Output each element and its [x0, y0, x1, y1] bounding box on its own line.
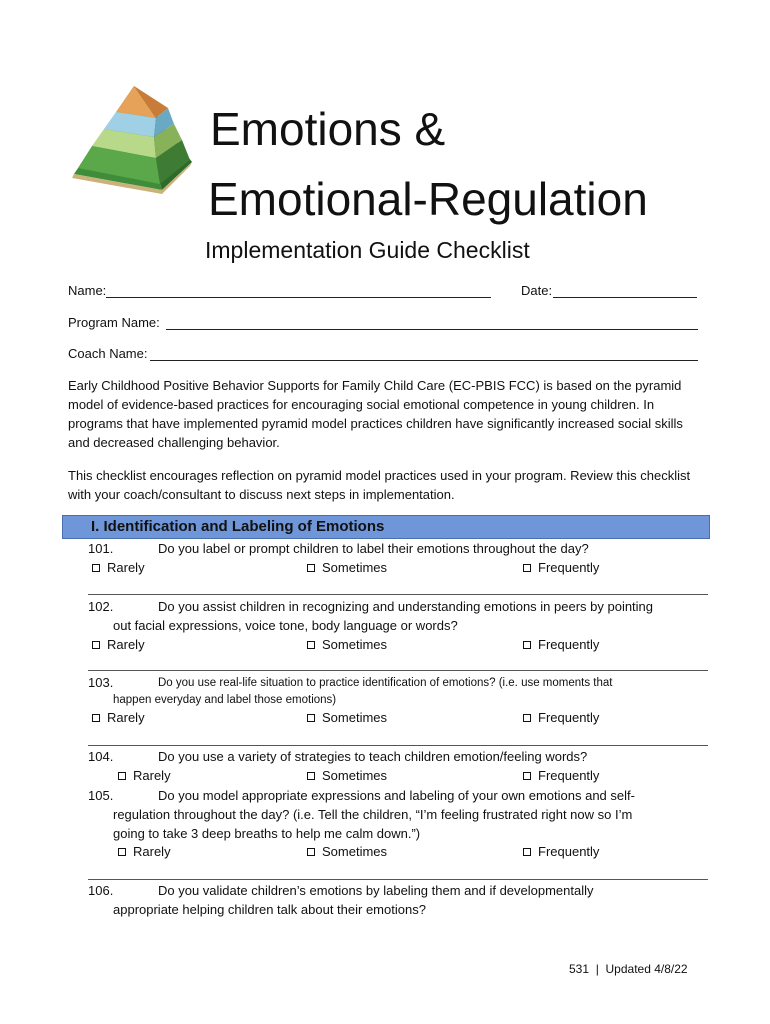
title-line-1: Emotions & — [210, 103, 446, 155]
checkbox-icon[interactable] — [307, 714, 315, 722]
option-rarely[interactable]: Rarely — [118, 843, 171, 861]
divider — [88, 745, 708, 746]
question-text-cont: appropriate helping children talk about their emotions? — [113, 902, 426, 917]
updated-date: Updated 4/8/22 — [605, 962, 688, 976]
question-text: Do you use a variety of strategies to teach children emotion/feeling words? — [158, 749, 588, 764]
question-text-cont: out facial expressions, voice tone, body language or words? — [113, 618, 458, 633]
intro-paragraph-2: This checklist encourages reflection on pyramid model practices used in your program. Review this checklist with your coach/consultant to discuss next steps in implementation. — [68, 468, 691, 502]
option-frequently[interactable]: Frequently — [523, 767, 599, 785]
question-text-cont: regulation throughout the day? (i.e. Tell the children, “I’m feeling frustrated right now so I’m — [113, 807, 633, 822]
checkbox-icon[interactable] — [118, 772, 126, 780]
program-name-label: Program Name: — [68, 315, 160, 330]
option-sometimes[interactable]: Sometimes — [307, 709, 387, 727]
option-sometimes[interactable]: Sometimes — [307, 559, 387, 577]
question-number: 101. — [88, 541, 114, 556]
checkbox-icon[interactable] — [307, 848, 315, 856]
divider — [88, 594, 708, 595]
question-number: 105. — [88, 788, 114, 803]
option-frequently[interactable]: Frequently — [523, 709, 599, 727]
checkbox-icon[interactable] — [92, 714, 100, 722]
name-label: Name: — [68, 283, 107, 298]
option-sometimes[interactable]: Sometimes — [307, 843, 387, 861]
question-text: Do you use real-life situation to practice identification of emotions? (i.e. use moments that — [158, 677, 613, 689]
checkbox-icon[interactable] — [118, 848, 126, 856]
option-rarely[interactable]: Rarely — [92, 559, 145, 577]
question-text: Do you validate children’s emotions by labeling them and if developmentally — [158, 883, 594, 898]
question-number: 106. — [88, 883, 114, 898]
option-sometimes[interactable]: Sometimes — [307, 767, 387, 785]
question-number: 104. — [88, 749, 114, 764]
question-text: Do you assist children in recognizing and understanding emotions in peers by pointing — [158, 599, 654, 614]
name-field[interactable] — [106, 297, 491, 298]
checkbox-icon[interactable] — [307, 641, 315, 649]
coach-name-label: Coach Name: — [68, 346, 148, 361]
question-text: Do you label or prompt children to label their emotions throughout the day? — [158, 541, 589, 556]
subtitle: Implementation Guide Checklist — [205, 237, 530, 263]
section-title: I. Identification and Labeling of Emotions — [91, 518, 385, 535]
intro-paragraph-1: Early Childhood Positive Behavior Supports for Family Child Care (EC-PBIS FCC) is based on the pyramid model of evidence-based practices for encouraging social emotional competence in young children. In programs that have implemented pyramid model practices children have significantly increased social skills and decreased challenging behavior. — [68, 378, 683, 450]
checkbox-icon[interactable] — [523, 641, 531, 649]
checkbox-icon[interactable] — [523, 848, 531, 856]
checkbox-icon[interactable] — [523, 564, 531, 572]
pyramid-model-logo — [64, 82, 200, 194]
question-text: Do you model appropriate expressions and labeling of your own emotions and self- — [158, 788, 635, 803]
date-field[interactable] — [553, 297, 697, 298]
question-number: 103. — [88, 675, 114, 690]
section-header — [62, 515, 710, 539]
question-text-cont: happen everyday and label those emotions) — [113, 694, 337, 706]
divider — [88, 670, 708, 671]
option-frequently[interactable]: Frequently — [523, 636, 599, 654]
option-rarely[interactable]: Rarely — [92, 709, 145, 727]
title-line-2: Emotional-Regulation — [208, 173, 648, 225]
question-number: 102. — [88, 599, 114, 614]
option-rarely[interactable]: Rarely — [118, 767, 171, 785]
option-frequently[interactable]: Frequently — [523, 559, 599, 577]
option-frequently[interactable]: Frequently — [523, 843, 599, 861]
page-footer — [569, 962, 688, 976]
program-name-field[interactable] — [166, 329, 698, 330]
checkbox-icon[interactable] — [523, 772, 531, 780]
footer-divider: | — [595, 962, 599, 976]
date-label: Date: — [521, 283, 553, 298]
checkbox-icon[interactable] — [92, 564, 100, 572]
option-rarely[interactable]: Rarely — [92, 636, 145, 654]
question-text-cont: going to take 3 deep breaths to help me calm down.”) — [113, 826, 421, 841]
coach-name-field[interactable] — [150, 360, 698, 361]
page-number: 531 — [569, 962, 590, 976]
divider — [88, 879, 708, 880]
checkbox-icon[interactable] — [307, 772, 315, 780]
checkbox-icon[interactable] — [307, 564, 315, 572]
option-sometimes[interactable]: Sometimes — [307, 636, 387, 654]
checkbox-icon[interactable] — [92, 641, 100, 649]
checkbox-icon[interactable] — [523, 714, 531, 722]
